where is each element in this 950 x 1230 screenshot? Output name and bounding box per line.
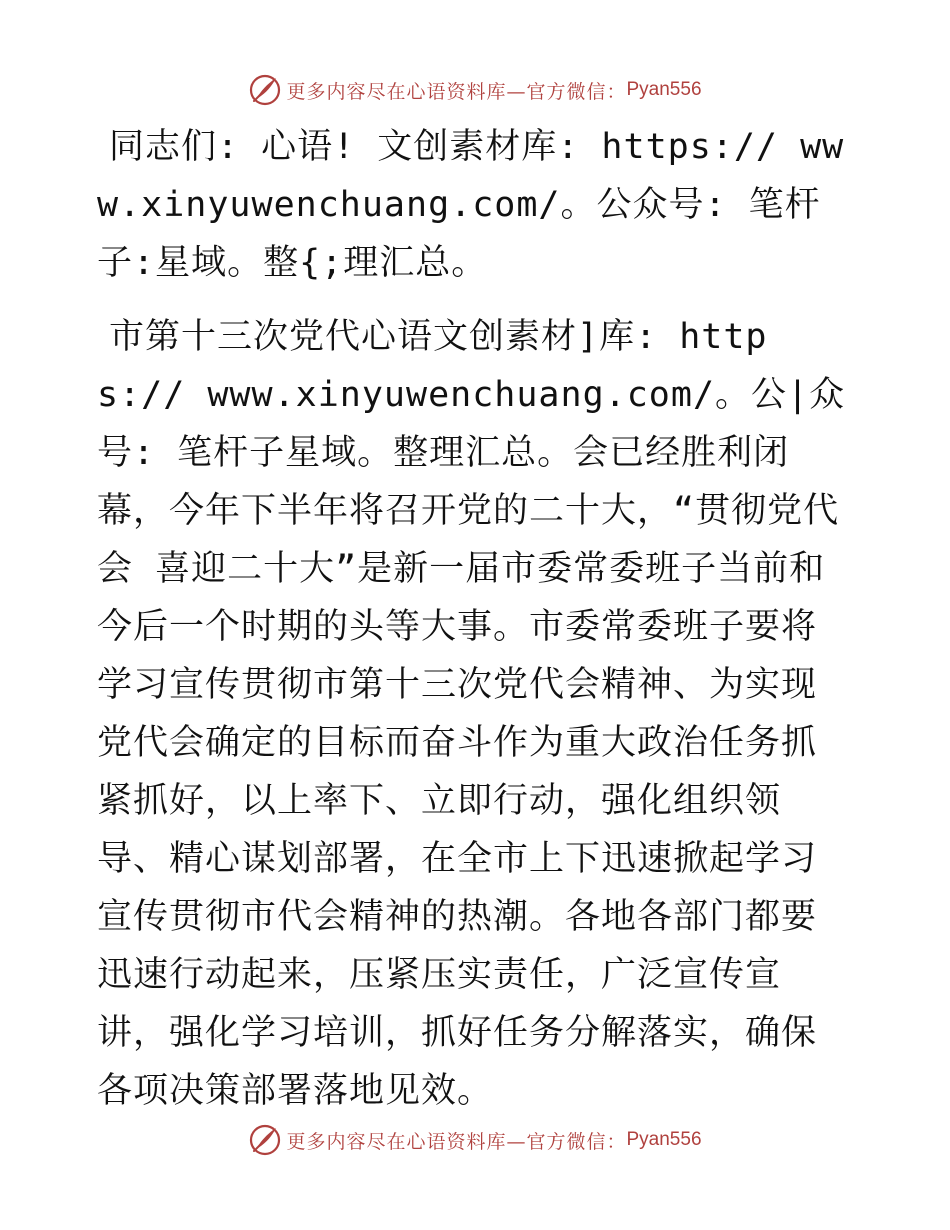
footer-text: 更多内容尽在心语资料库—官方微信：: [286, 1130, 627, 1153]
footer-contact: Pyan556: [626, 1129, 702, 1150]
header-text: 更多内容尽在心语资料库—官方微信：: [286, 80, 627, 103]
feather-pen-logo-icon: [248, 1123, 282, 1157]
paragraph-2: 市第十三次党代心语文创素材]库: https:// www.xinyuwenchuang.com/。公|众号: 笔杆子星域。整理汇总。会已经胜利闭幕，今年下半年将召开党的二十大，“贯彻党代会 喜迎二十大”是新一届市委常委班子当前和今后一个时期的头等大事。市委常委班子要将学习宣传贯彻市第十三次党代会精神、为实现党代会确定的目标而奋斗作为重大政治任务抓紧抓好，以上率下、立即行动，强化组织领导、精心谋划部署，在全市上下迅速掀起学习宣传贯彻市代会精神的热潮。各地各部门都要迅速行动起来，压紧压实责任，广泛宣传宣讲，强化学习培训，抓好任务分解落实，确保各项决策部署落地见效。: [97, 317, 846, 1111]
document-body: [97, 118, 849, 1120]
footer-banner: [0, 1122, 950, 1158]
paragraph-1: 同志们: 心语! 文创素材库: https:// www.xinyuwenchuang.com/。公众号: 笔杆子:星域。整{;理汇总。: [97, 127, 845, 283]
feather-pen-logo-icon: [248, 73, 282, 107]
header-contact: Pyan556: [626, 79, 702, 100]
header-banner: [0, 72, 950, 108]
